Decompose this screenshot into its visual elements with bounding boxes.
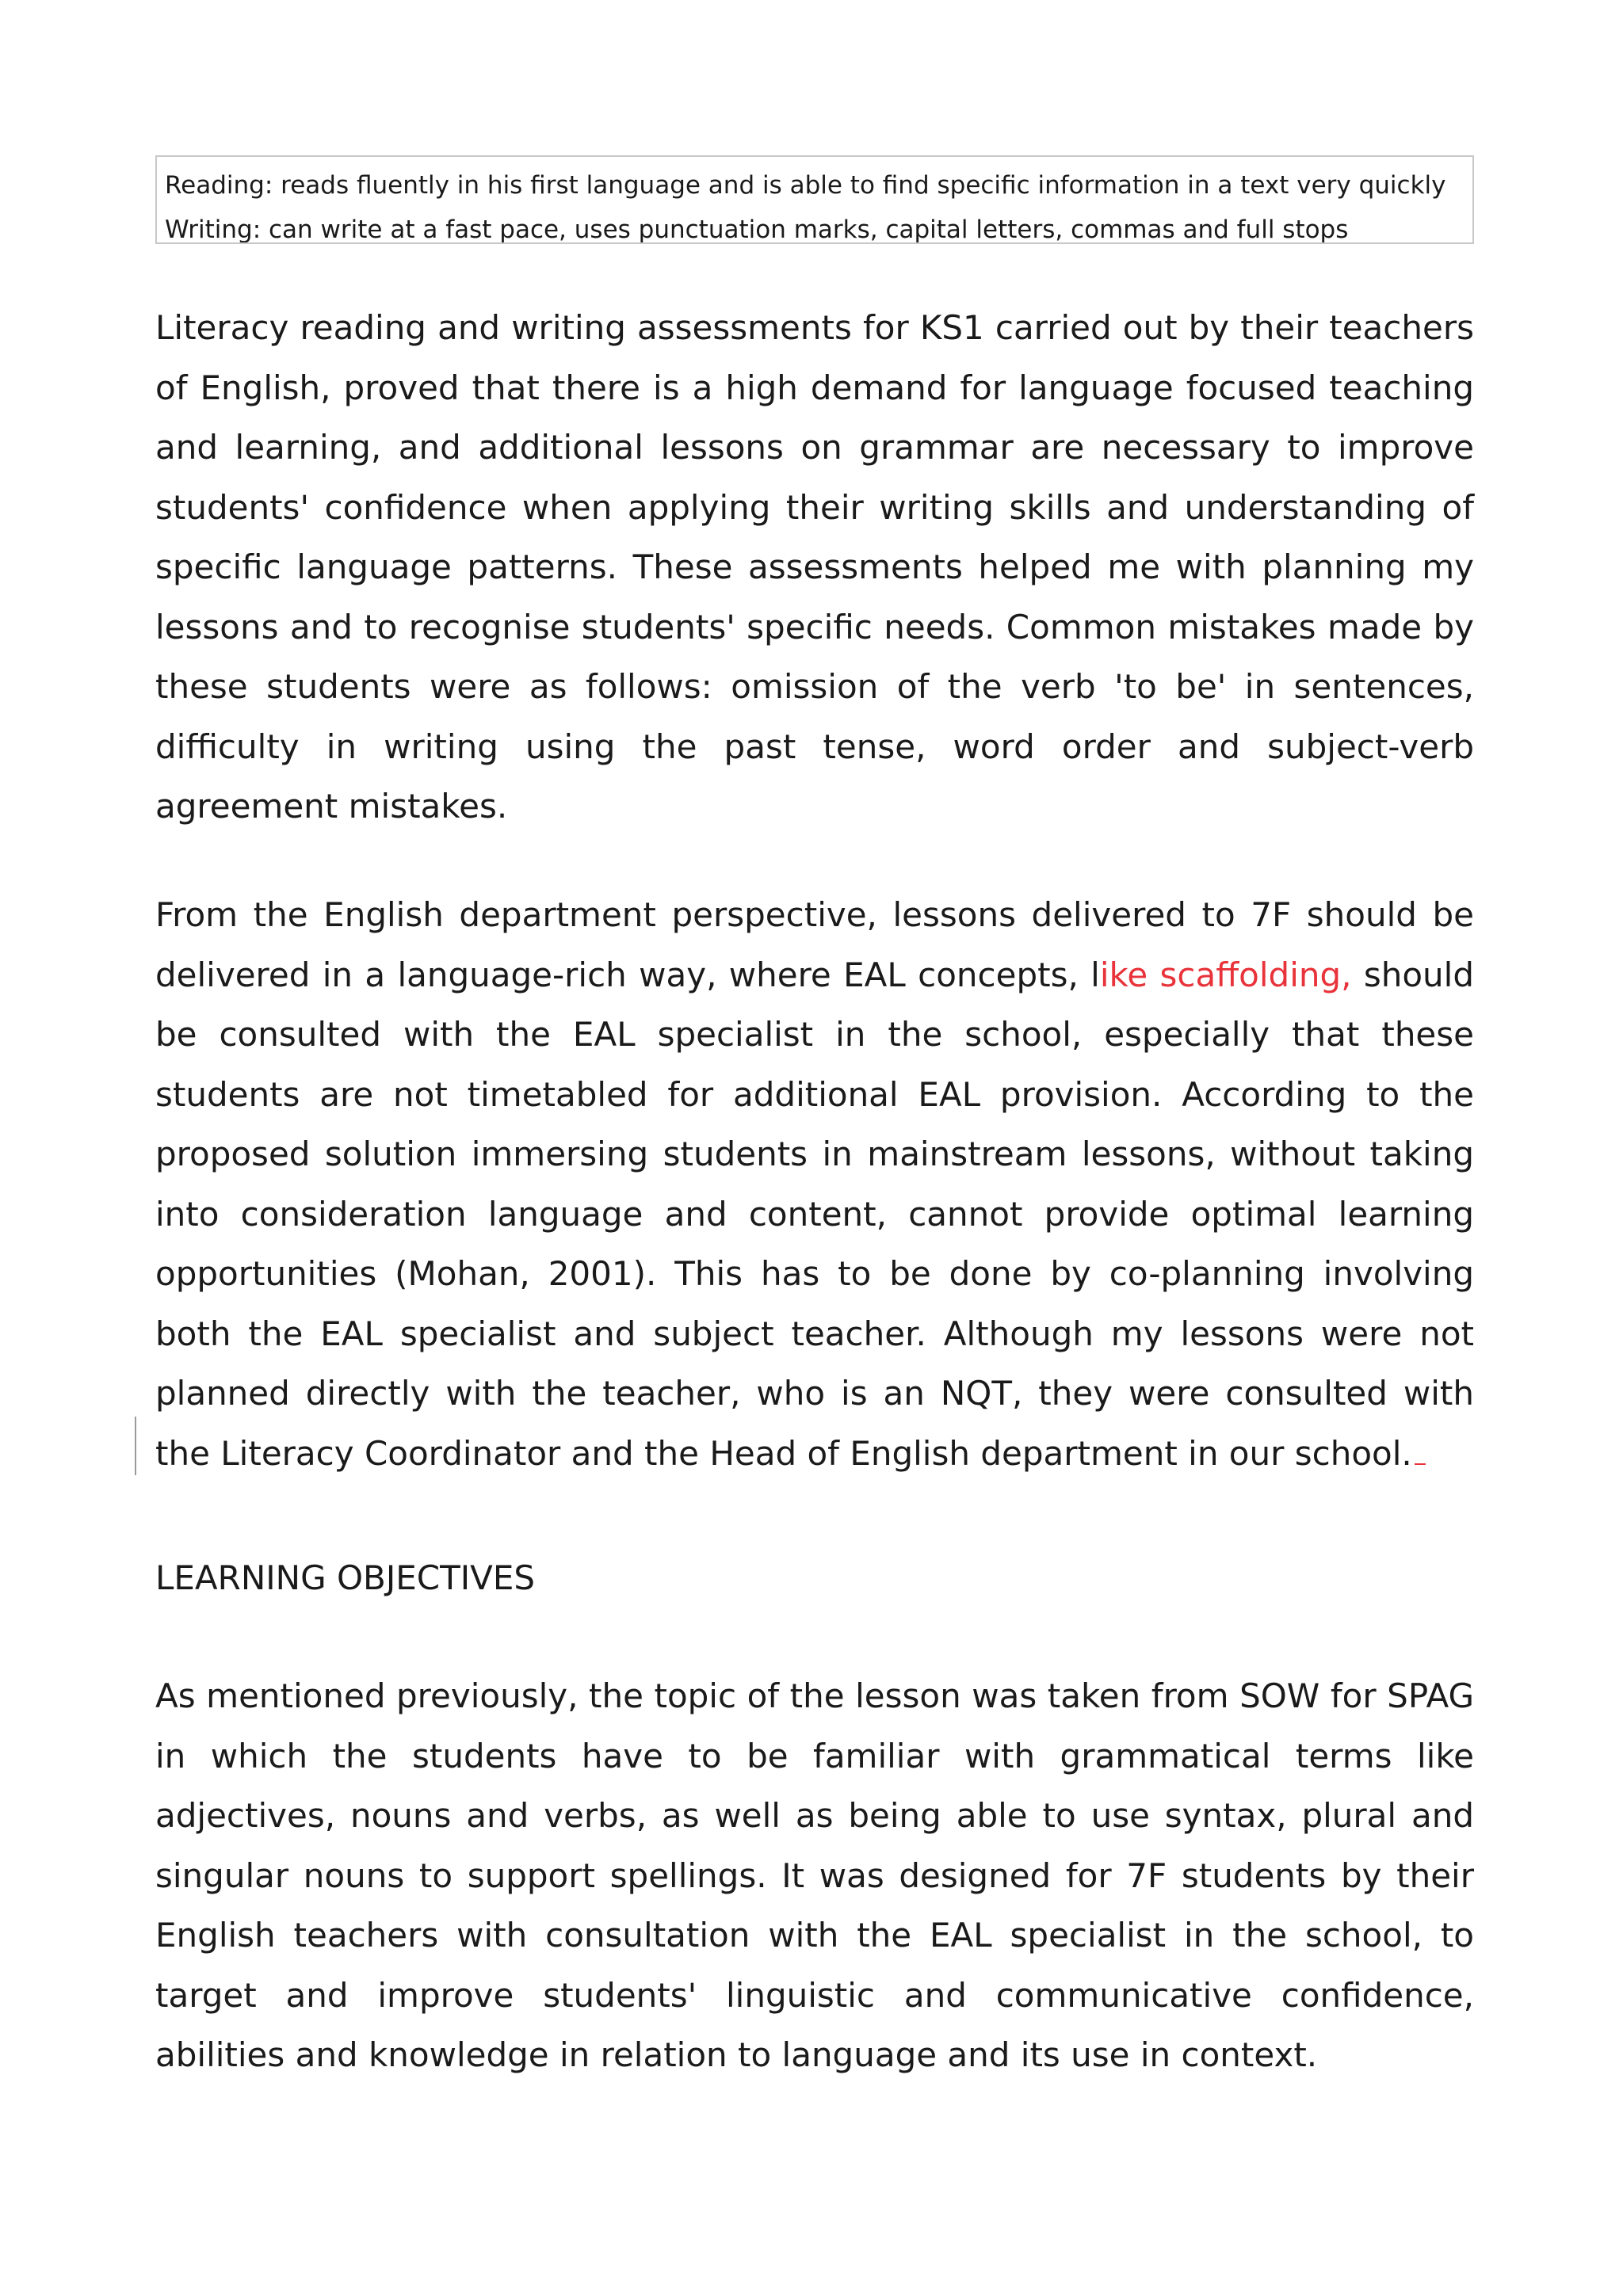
paragraph-text-before-change: From the English department perspective, lessons delivered to 7F should be delivered in a language-rich way, where EAL concepts, l: [155, 895, 1474, 994]
reading-profile-line: Reading: reads fluently in his first language and is able to find specific information in a text very quickly: [165, 171, 1446, 200]
tracked-change-marker: [1415, 1463, 1426, 1465]
learning-objectives-paragraph: As mentioned previously, the topic of the lesson was taken from SOW for SPAG in which the students have to be familiar with grammatical terms like adjectives, nouns and verbs, as well as being able to use syntax, plural and singular nouns to support spellings. It was designed for 7F students by their English teachers with consultation with the EAL specialist in the school, to target and improve students' linguistic and communicative confidence, abilities and knowledge in relation to language and its use in context.: [155, 1676, 1474, 2074]
paragraph-text-after-change: should be consulted with the EAL specialist in the school, especially that these students are not timetabled for additional EAL provision. According to the proposed solution immersing students in mainstream lessons, without taking into consideration language and content, cannot provide optimal learning opportunities (Mohan, 2001). This has to be done by co-planning involving both the EAL specialist and subject teacher. Although my lessons were not planned directly with the teacher, who is an NQT, they were consulted with the Literacy Coordinator and the Head of English department in our school.: [155, 955, 1474, 1473]
assessment-paragraph: Literacy reading and writing assessments for KS1 carried out by their teachers of English, proved that there is a high demand for language focused teaching and learning, and additional lessons on grammar are necessary to improve students' confidence when applying their writing skills and understanding of specific language patterns. These assessments helped me with planning my lessons and to recognise students' specific needs. Common mistakes made by these students were as follows: omission of the verb 'to be' in sentences, difficulty in writing using the past tense, word order and subject-verb agreement mistakes.: [155, 308, 1474, 826]
tracked-change-insertion: ike scaffolding,: [1099, 955, 1352, 994]
writing-profile-line: Writing: can write at a fast pace, uses punctuation marks, capital letters, commas and full stops: [165, 215, 1349, 244]
change-bar: [135, 1417, 136, 1475]
section-heading: LEARNING OBJECTIVES: [155, 1558, 536, 1597]
student-profile-box: [155, 155, 1474, 244]
department-perspective-paragraph: [155, 885, 1474, 1483]
